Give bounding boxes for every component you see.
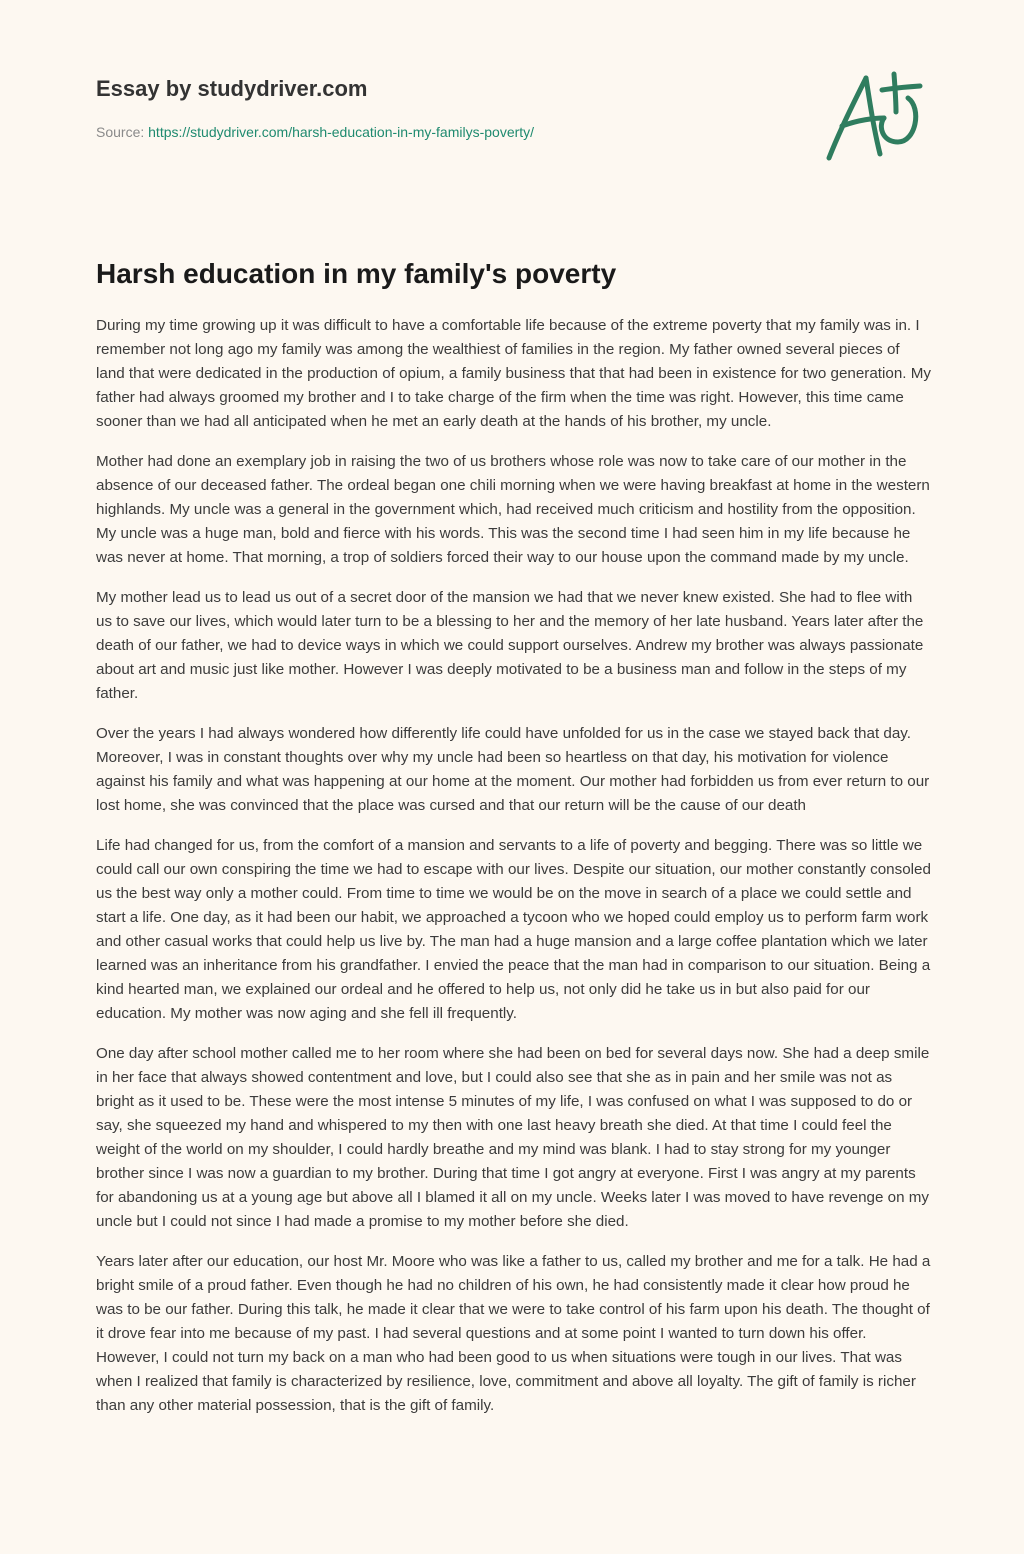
essay-paragraph: Mother had done an exemplary job in raising the two of us brothers whose role was now to take care of our mother in the absence of our deceased father. The ordeal began one chili morning when we were having breakfast at home in the western highlands. My uncle was a general in the government which, had received much criticism and hostility from the opposition. My uncle was a huge man, bold and fierce with his words. This was the second time I had seen him in my life because he was never at home. That morning, a trop of soldiers forced their way to our house upon the command made by my uncle.	[96, 453, 930, 566]
essay-paragraph: Years later after our education, our host Mr. Moore who was like a father to us, called my brother and me for a talk. He had a bright smile of a proud father. Even though he had no children of his own, he had consistently made it clear how proud he was to be our father. During this talk, he made it clear that we were to take control of his farm upon his death. The thought of it drove fear into me because of my past. I had several questions and at some point I wanted to turn down his offer. However, I could not turn my back on a man who had been good to us when situations were tough in our lives. That was when I realized that family is characterized by resilience, love, commitment and above all loyalty. The gift of family is richer than any other material possession, that is the gift of family.	[96, 1253, 931, 1414]
essay-body	[96, 314, 932, 1434]
essay-paragraph: During my time growing up it was difficult to have a comfortable life because of the extreme poverty that my family was in. I remember not long ago my family was among the wealthiest of families in the region. My father owned several pieces of land that were dedicated in the production of opium, a family business that that had been in existence for two generation. My father had always groomed my brother and I to take charge of the firm when the time was right. However, this time came sooner than we had all anticipated when he met an early death at the hands of his brother, my uncle.	[96, 317, 931, 430]
essay-paragraph: Life had changed for us, from the comfort of a mansion and servants to a life of poverty and begging. There was so little we could call our own conspiring the time we had to escape with our lives. Despite our situation, our mother constantly consoled us the best way only a mother could. From time to time we would be on the move in search of a place we could settle and start a life. One day, as it had been our habit, we approached a tycoon who we hoped could employ us to perform farm work and other casual works that could help us live by. The man had a huge mansion and a large coffee plantation which we later learned was an inheritance from his grandfather. I envied the peace that the man had in comparison to our situation. Being a kind hearted man, we explained our ordeal and he offered to help us, not only did he take us in but also paid for our education. My mother was now aging and she fell ill frequently.	[96, 837, 931, 1022]
source-label: Source:	[96, 124, 145, 140]
site-title: Essay by studydriver.com	[96, 76, 368, 101]
a-plus-grade-icon	[820, 68, 930, 164]
page-header	[96, 74, 796, 142]
source-link[interactable]: https://studydriver.com/harsh-education-in-my-familys-poverty/	[148, 124, 535, 140]
essay-paragraph: One day after school mother called me to her room where she had been on bed for several days now. She had a deep smile in her face that always showed contentment and love, but I could also see that she as in pain and her smile was not as bright as it used to be. These were the most intense 5 minutes of my life, I was confused on what I was supposed to do or say, she squeezed my hand and whispered to my then with one last heavy breath she died. At that time I could feel the weight of the world on my shoulder, I could hardly breathe and my mind was blank. I had to stay strong for my younger brother since I was now a guardian to my brother. During that time I got angry at everyone. First I was angry at my parents for abandoning us at a young age but above all I blamed it all on my uncle. Weeks later I was moved to have revenge on my uncle but I could not since I had made a promise to my mother before she died.	[96, 1045, 930, 1230]
essay-title: Harsh education in my family's poverty	[96, 258, 617, 289]
essay-paragraph: Over the years I had always wondered how differently life could have unfolded for us in the case we stayed back that day. Moreover, I was in constant thoughts over why my uncle had been so heartless on that day, his motivation for violence against his family and what was happening at our home at the moment. Our mother had forbidden us from ever return to our lost home, she was convinced that the place was cursed and that our return will be the cause of our death	[96, 725, 930, 814]
source-line	[96, 122, 796, 142]
essay-paragraph: My mother lead us to lead us out of a secret door of the mansion we had that we never knew existed. She had to flee with us to save our lives, which would later turn to be a blessing to her and the memory of her late husband. Years later after the death of our father, we had to device ways in which we could support ourselves. Andrew my brother was always passionate about art and music just like mother. However I was deeply motivated to be a business man and follow in the steps of my father.	[96, 589, 924, 702]
